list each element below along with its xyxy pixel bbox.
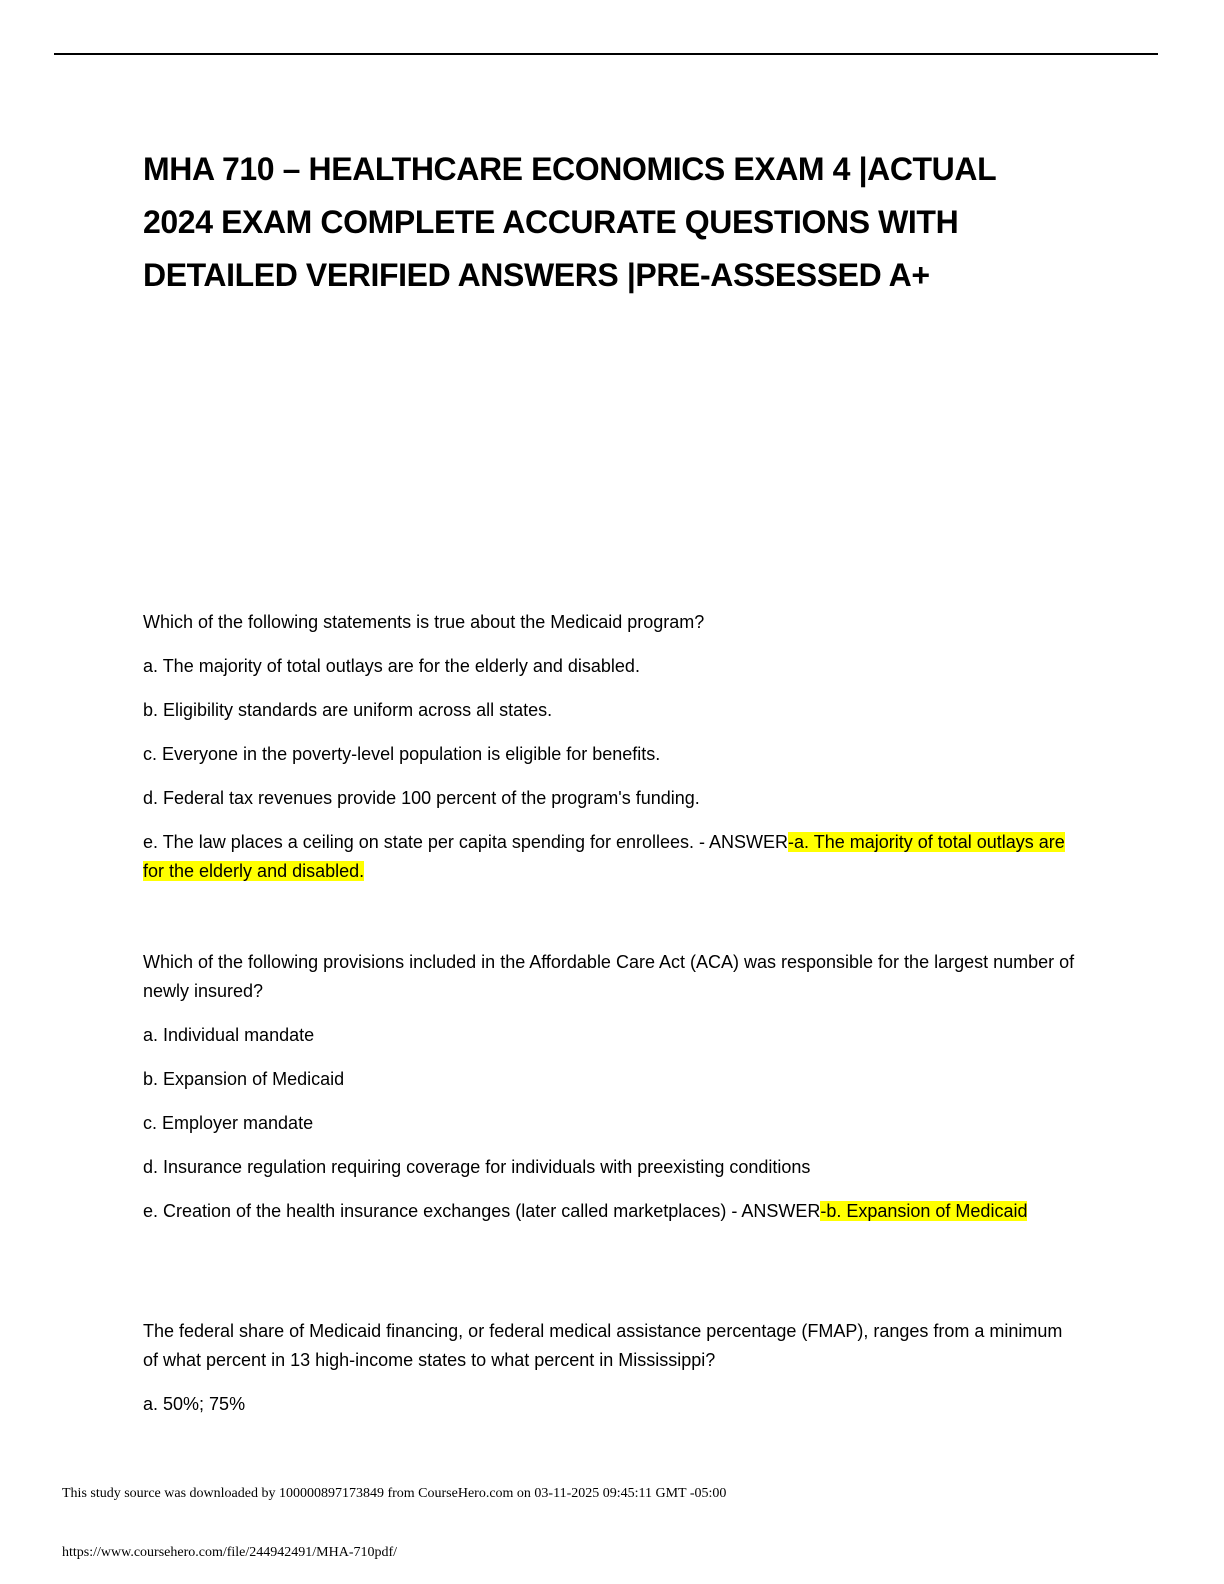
- option-e: e. The law places a ceiling on state per capita spending for enrollees. - ANSWER: [143, 832, 789, 852]
- option-e: e. Creation of the health insurance exchanges (later called marketplaces) - ANSWER: [143, 1201, 821, 1221]
- option-a: a. 50%; 75%: [143, 1394, 246, 1414]
- option-a: a. The majority of total outlays are for the elderly and disabled.: [143, 656, 640, 676]
- top-divider: [54, 53, 1158, 55]
- option-d: d. Federal tax revenues provide 100 percent of the program's funding.: [143, 788, 700, 808]
- highlighted-answer: -b. Expansion of Medicaid: [820, 1201, 1028, 1221]
- question-prompt: The federal share of Medicaid financing, or federal medical assistance percentage (FMAP), ranges from a minimum of what percent in 13 high-income states to what percent in Mississippi?: [143, 1321, 1063, 1370]
- option-c: c. Employer mandate: [143, 1113, 314, 1133]
- title-line-2: 2024 EXAM COMPLETE ACCURATE QUESTIONS WITH: [143, 204, 959, 240]
- option-e-with-answer: [143, 828, 1078, 886]
- option-e-with-answer: [143, 1197, 1078, 1226]
- question-2: [143, 948, 1078, 1241]
- title-line-3: DETAILED VERIFIED ANSWERS |PRE-ASSESSED A+: [143, 257, 930, 293]
- source-url-link[interactable]: https://www.coursehero.com/file/244942491/MHA-710pdf/: [62, 1545, 398, 1560]
- title-line-1: MHA 710 – HEALTHCARE ECONOMICS EXAM 4 |ACTUAL: [143, 151, 997, 187]
- option-c: c. Everyone in the poverty-level population is eligible for benefits.: [143, 744, 661, 764]
- option-b: b. Expansion of Medicaid: [143, 1069, 345, 1089]
- question-1: [143, 608, 1078, 901]
- question-3: [143, 1317, 1078, 1434]
- option-a: a. Individual mandate: [143, 1025, 315, 1045]
- option-d: d. Insurance regulation requiring coverage for individuals with preexisting conditions: [143, 1157, 811, 1177]
- question-prompt: Which of the following provisions included in the Affordable Care Act (ACA) was responsible for the largest number of newly insured?: [143, 952, 1075, 1001]
- document-title: [143, 143, 1103, 302]
- download-source-notice: This study source was downloaded by 100000897173849 from CourseHero.com on 03-11-2025 09:45:11 GMT -05:00: [62, 1486, 727, 1501]
- highlighted-answer: -a. The majority of total outlays are for the elderly and disabled.: [143, 832, 1065, 881]
- option-b: b. Eligibility standards are uniform across all states.: [143, 700, 553, 720]
- question-prompt: Which of the following statements is true about the Medicaid program?: [143, 612, 705, 632]
